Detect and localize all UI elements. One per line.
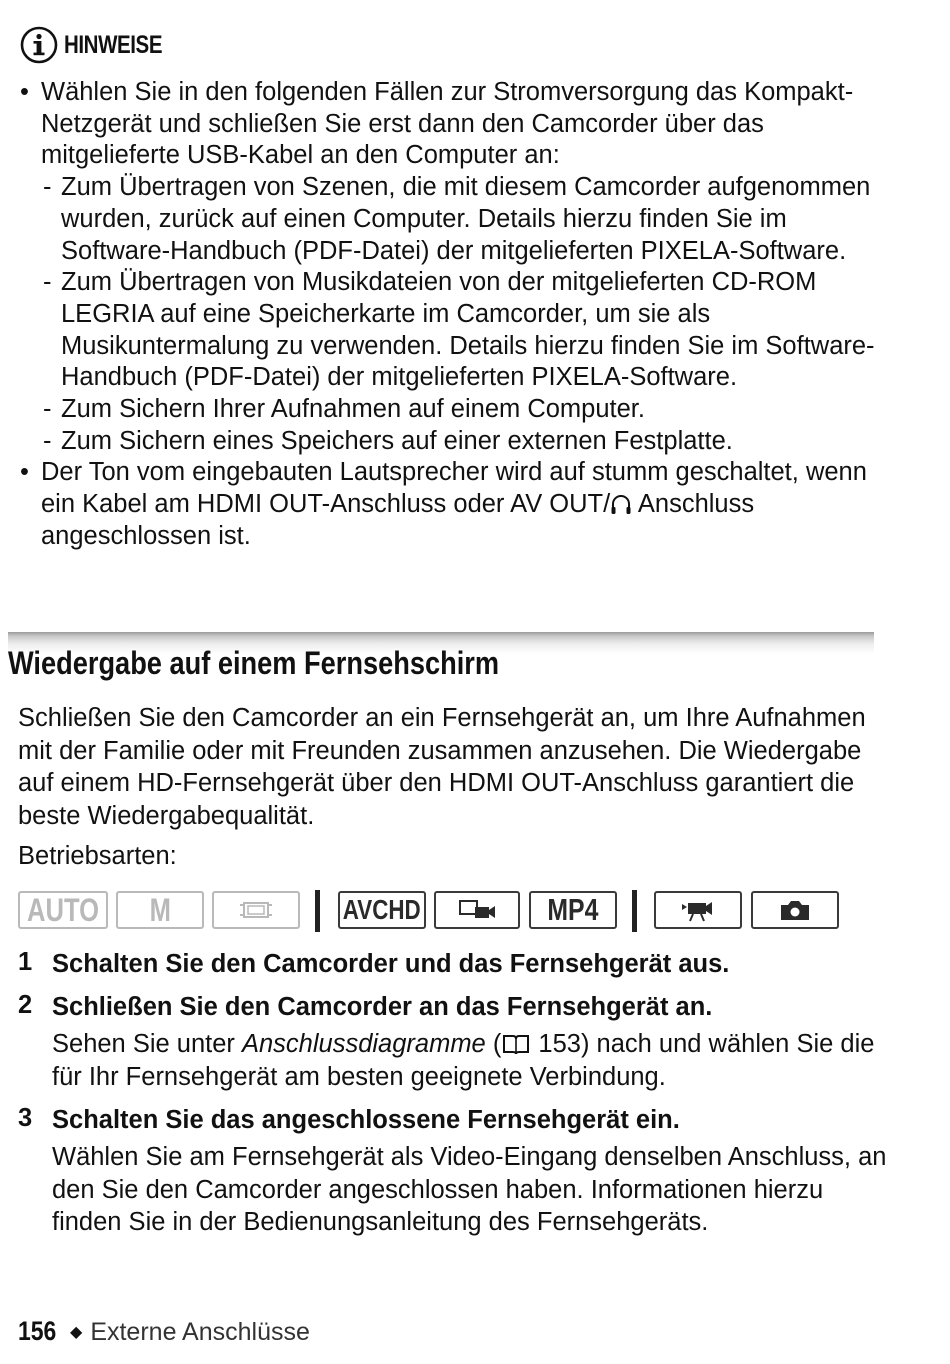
notes-heading-label: HINWEISE <box>64 30 163 59</box>
section-intro: Schließen Sie den Camcorder an ein Fernsehgerät an, um Ihre Aufnahmen mit der Familie oder mit Freunden zusammen anzusehen. Die Wiedergabe auf einem HD-Fernsehgerät über den HDMI OUT-Anschluss garantiert die beste Wiedergabequalität. <box>18 704 866 830</box>
note-subitem: - Zum Übertragen von Szenen, die mit diesem Camcorder aufgenommen wurden, zurück auf einen Computer. Details hierzu finden Sie im Software-Handbuch (PDF-Datei) der mitgelieferten PIXELA-Software. <box>41 172 900 267</box>
note-subitem: - Zum Übertragen von Musikdateien von der mitgelieferten CD-ROM LEGRIA auf eine Speicherkarte im Camcorder, um sie als Musikuntermalung zu verwenden. Details hierzu finden Sie im Software-Handbuch (PDF-Datei) der mitgelieferten PIXELA-Software. <box>41 267 900 394</box>
mode-photo-playback-icon <box>434 891 520 929</box>
note-text-after: Anschluss angeschlossen ist. <box>41 490 755 550</box>
note-text: Wählen Sie in den folgenden Fällen zur Stromversorgung das Kompakt-Netzgerät und schließen Sie erst dann den Camcorder über das mitgelieferte USB-Kabel an den Computer an: <box>41 78 854 170</box>
modes-separator <box>632 890 637 932</box>
notes-list <box>20 77 900 553</box>
step-item <box>18 1104 898 1239</box>
page-reference: 153) <box>531 1030 590 1058</box>
footer-section-name: Externe Anschlüsse <box>90 1318 310 1346</box>
note-item-speaker <box>20 457 900 552</box>
step-item <box>18 991 898 1093</box>
note-subitem: - Zum Sichern Ihrer Aufnahmen auf einem Computer. <box>41 394 900 426</box>
modes-separator <box>315 890 320 932</box>
note-subitem: - Zum Sichern eines Speichers auf einer externen Festplatte. <box>41 426 900 458</box>
mode-photo-icon <box>751 891 839 929</box>
mode-manual-icon: M <box>116 891 204 929</box>
step-item <box>18 948 898 980</box>
mode-movie-playback-icon <box>654 891 742 929</box>
info-icon <box>20 26 58 64</box>
note-item-power <box>20 77 900 457</box>
book-reference-icon <box>501 1033 531 1055</box>
modes-label: Betriebsarten: <box>18 842 177 870</box>
headphone-icon <box>610 492 632 516</box>
step-heading: Schalten Sie den Camcorder und das Fernsehgerät aus. <box>52 950 730 978</box>
step-number: 3 <box>18 1104 33 1132</box>
step-heading: Schalten Sie das angeschlossene Fernsehgerät ein. <box>52 1106 680 1134</box>
diamond-icon: ◆ <box>70 1324 83 1341</box>
page-footer <box>18 1316 310 1347</box>
operating-modes <box>18 890 848 932</box>
step-number: 2 <box>18 991 33 1019</box>
mode-auto-icon: AUTO <box>18 891 108 929</box>
section-title: Wiedergabe auf einem Fernsehschirm <box>8 645 500 681</box>
note-text-before: Der Ton vom eingebauten Lautsprecher wird auf stumm geschaltet, wenn ein Kabel am HDMI OUT-Anschluss oder AV OUT/ <box>41 458 867 519</box>
cross-reference: Anschlussdiagramme <box>241 1030 486 1058</box>
step-number: 1 <box>18 948 33 976</box>
step-heading: Schließen Sie den Camcorder an das Fernsehgerät an. <box>52 993 713 1021</box>
steps-list <box>18 948 898 1239</box>
mode-mp4-icon: MP4 <box>529 891 617 929</box>
notes-heading <box>20 26 184 64</box>
mode-avchd-icon: AVCHD <box>338 891 426 929</box>
step-body: Sehen Sie unter Anschlussdiagramme ( 153) nach und wählen Sie die für Ihr Fernsehgerät am besten geeignete Verbindung. <box>52 1030 875 1091</box>
step-body: Wählen Sie am Fernsehgerät als Video-Eingang denselben Anschluss, an den Sie den Camcorder angeschlossen haben. Informationen hierzu finden Sie in der Bedienungsanleitung des Fernsehgeräts. <box>52 1143 887 1236</box>
mode-cinema-icon <box>212 891 300 929</box>
page-number: 156 <box>18 1316 57 1346</box>
